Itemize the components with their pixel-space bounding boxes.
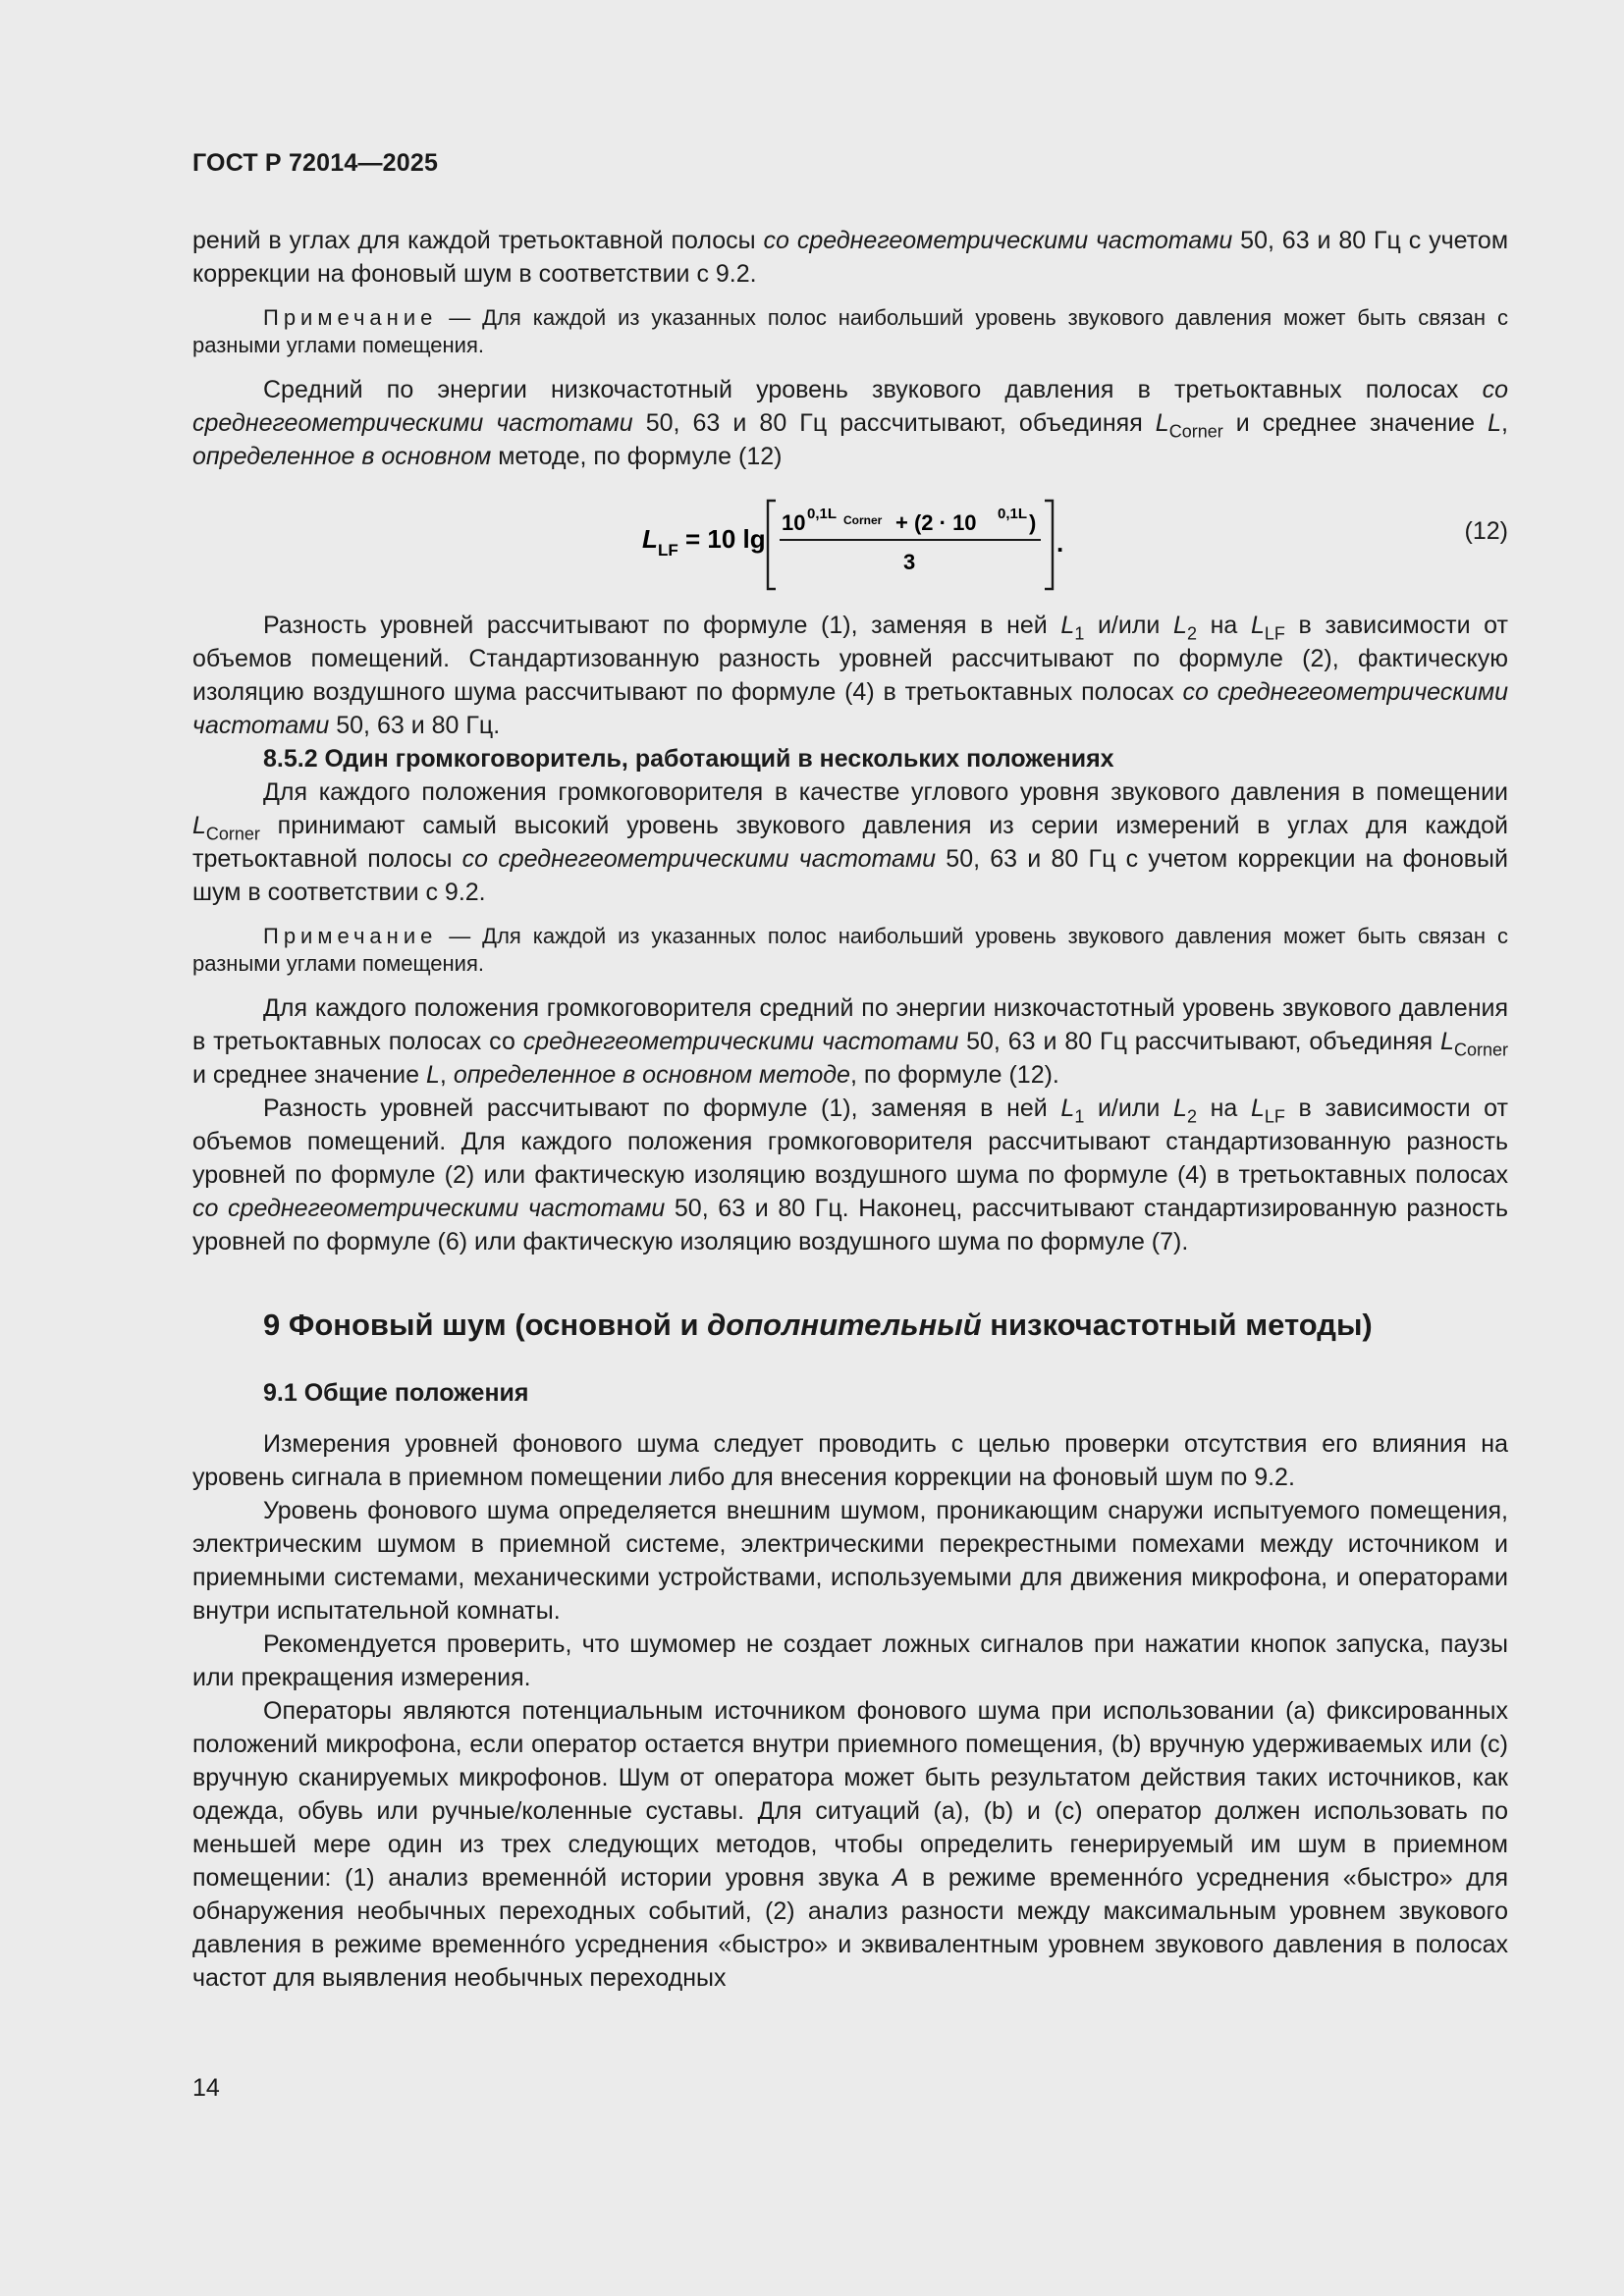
formula-num-a: 10 [782, 510, 806, 535]
formula-tail: . [1056, 528, 1064, 558]
paragraph: Для каждого положения громкоговорителя в качестве углового уровня звукового давления в помещении $L_{Corner}$ принимают самый высокий уровень звукового давления из серии измерений в углах для каждой третьоктавной полосы со среднегеометрическими частотами 50, 63 и 80 Гц с учетом коррекции на фоновый шум в соответствии с 9.2. [192, 778, 1508, 906]
formula-num-plus: + (2 · 10 [895, 510, 977, 535]
note: Примечание — Для каждой из указанных полос наибольший уровень звукового давления может быть связан с разными углами помещения. [192, 305, 1508, 357]
paragraph: рений в углах для каждой третьоктавной полосы со среднегеометрическими частотами 50, 63 и 80 Гц с учетом коррекции на фоновый шум в соответствии с 9.2. [192, 227, 1508, 288]
note-label: Примечание [263, 924, 438, 948]
formula-den: 3 [903, 550, 916, 574]
paragraph: Рекомендуется проверить, что шумомер не создает ложных сигналов при нажатии кнопок запуска, паузы или прекращения измерения. [192, 1630, 1508, 1691]
right-bracket [1045, 501, 1053, 589]
paragraph: Средний по энергии низкочастотный уровень звукового давления в третьоктавных полосах со среднегеометрическими частотами 50, 63 и 80 Гц рассчитывают, объединяя $L_{Corner}$ и среднее значение L, определенное в основном методе, по формуле (12) [192, 376, 1508, 470]
formula-num-close: ) [1029, 510, 1037, 535]
note: Примечание — Для каждой из указанных полос наибольший уровень звукового давления может быть связан с разными углами помещения. [192, 924, 1508, 976]
formula-graphic [634, 483, 1066, 599]
note-label: Примечание [263, 305, 438, 330]
page-body [192, 224, 1508, 1995]
section-heading-9: 9 Фоновый шум (основной и дополнительный низкочастотный методы) [263, 1308, 1373, 1342]
paragraph: Уровень фонового шума определяется внешним шумом, проникающим снаружи испытуемого помещения, электрическим шумом в приемной системе, электрическими перекрестными помехами между источником и приемными системами, механическими устройствами, используемыми для движения микрофона, и операторами внутри испытательной комнаты. [192, 1497, 1508, 1625]
formula-lhs-sub: LF [658, 541, 678, 560]
document-header: ГОСТ Р 72014—2025 [192, 149, 439, 177]
formula-num-a-exp-sub: Corner [843, 513, 883, 527]
paragraph: Для каждого положения громкоговорителя средний по энергии низкочастотный уровень звукового давления в третьоктавных полосах со среднегеометрическими частотами 50, 63 и 80 Гц рассчитывают, объединяя $L_{Corner}$ и среднее значение L, определенное в основном методе, по формуле (12). [192, 994, 1508, 1089]
paragraph: Разность уровней рассчитывают по формуле (1), заменяя в ней $L_1$ и/или $L_2$ на $L_{LF}$ в зависимости от объемов помещений. Стандартизованную разность уровней рассчитывают по формуле (2), фактическую изоляцию воздушного шума рассчитывают по формуле (4) в третьоктавных полосах со среднегеометрическими частотами 50, 63 и 80 Гц. [192, 612, 1509, 739]
paragraph: Измерения уровней фонового шума следует проводить с целью проверки отсутствия его влияния на уровень сигнала в приемном помещении либо для внесения коррекции на фоновый шум по 9.2. [192, 1430, 1508, 1491]
formula-num-b-exp: 0,1L [998, 506, 1028, 522]
left-bracket [768, 501, 776, 589]
page-number: 14 [192, 2074, 220, 2102]
paragraph: Разность уровней рассчитывают по формуле (1), заменяя в ней $L_1$ и/или $L_2$ на $L_{LF}$ в зависимости от объемов помещений. Для каждого положения громкоговорителя рассчитывают стандартизованную разность уровней по формуле (2) или фактическую изоляцию воздушного шума по формуле (4) в третьоктавных полосах со среднегеометрическими частотами 50, 63 и 80 Гц. Наконец, рассчитывают стандартизированную разность уровней по формуле (6) или фактическую изоляцию воздушного шума по формуле (7). [192, 1095, 1509, 1255]
symbol-L: L [1155, 409, 1169, 437]
formula-12 [192, 483, 1508, 599]
section-heading-8-5-2: 8.5.2 Один громкоговоритель, работающий в нескольких положениях [263, 745, 1114, 773]
formula-lhs: L [642, 524, 658, 554]
formula-number: (12) [1464, 517, 1508, 545]
formula-eq: = 10 lg [685, 524, 766, 554]
paragraph: Операторы являются потенциальным источником фонового шума при использовании (a) фиксированных положений микрофона, если оператор остается внутри приемного помещения, (b) вручную удерживаемых или (c) вручную сканируемых микрофонов. Шум от оператора может быть результатом действия таких источников, как одежда, обувь или ручные/коленные суставы. Для ситуаций (a), (b) и (c) оператор должен использовать по меньшей мере один из трех следующих методов, чтобы определить генерируемый им шум в приемном помещении: (1) анализ временно́й истории уровня звука A в режиме временно́го усреднения «быстро» для обнаружения необычных переходных событий, (2) анализ разности между максимальным уровнем звукового давления в режиме временно́го усреднения «быстро» и эквивалентным уровнем звукового давления в полосах частот для выявления необычных переходных [192, 1697, 1508, 1992]
section-heading-9-1: 9.1 Общие положения [263, 1379, 529, 1407]
formula-num-a-exp: 0,1L [807, 506, 838, 522]
